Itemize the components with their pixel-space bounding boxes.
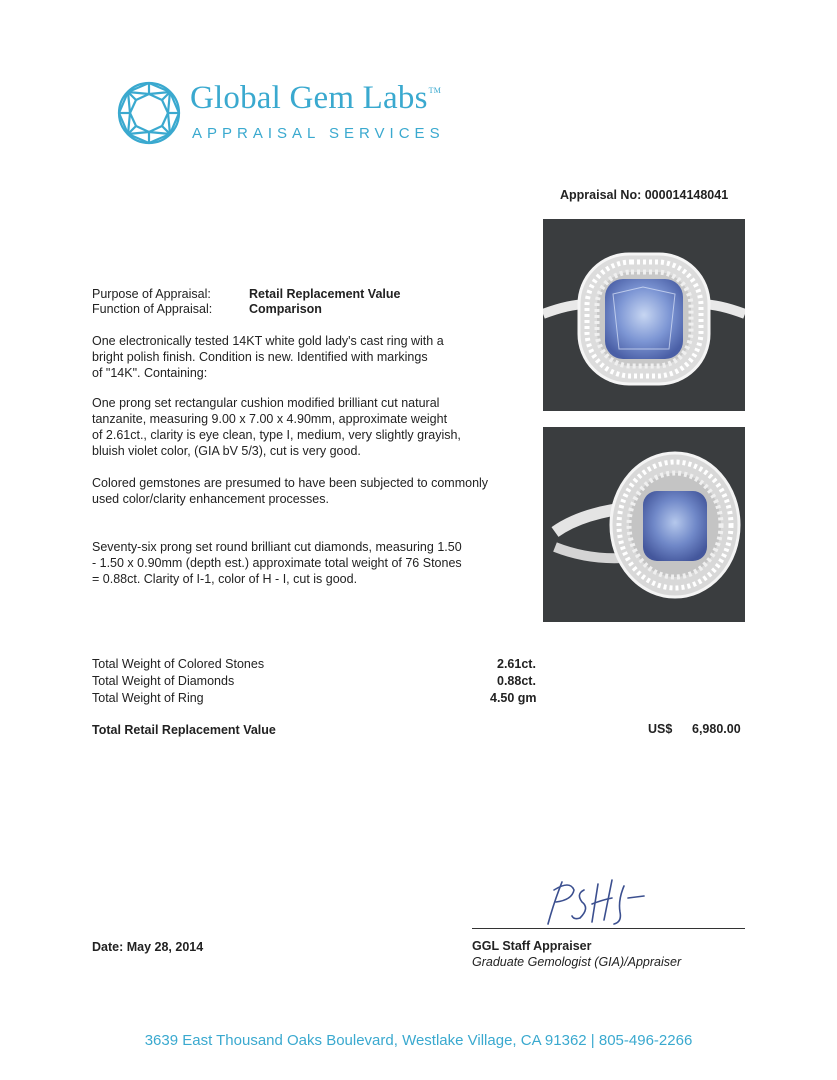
appraiser-credentials: Graduate Gemologist (GIA)/Appraiser <box>472 955 682 969</box>
company-subtitle: APPRAISAL SERVICES <box>192 125 445 142</box>
text-line: One prong set rectangular cushion modified brilliant cut natural <box>92 396 440 410</box>
retail-value-amount: 6,980.00 <box>692 722 741 736</box>
appraisal-number: Appraisal No: 000014148041 <box>560 188 729 202</box>
company-name: Global Gem Labs™ <box>190 80 442 116</box>
purpose-value: Retail Replacement Value <box>249 287 401 301</box>
diamond-outline-icon <box>116 80 182 146</box>
text-line: Seventy-six prong set round brilliant cut diamonds, measuring 1.50 <box>92 540 462 554</box>
total-colored-stones-label: Total Weight of Colored Stones <box>92 657 265 671</box>
appraiser-signature <box>540 872 650 930</box>
appraisal-date: Date: May 28, 2014 <box>92 940 204 954</box>
function-label: Function of Appraisal: <box>92 302 213 316</box>
appraiser-title: GGL Staff Appraiser <box>472 939 592 953</box>
total-ring-weight-value: 4.50 gm <box>490 691 537 705</box>
total-diamonds-value: 0.88ct. <box>497 674 536 688</box>
total-ring-weight-label: Total Weight of Ring <box>92 691 204 705</box>
text-line: = 0.88ct. Clarity of I-1, color of H - I, cut is good. <box>92 572 358 586</box>
text-line: bluish violet color, (GIA bV 5/3), cut is very good. <box>92 444 361 458</box>
text-line: tanzanite, measuring 9.00 x 7.00 x 4.90mm, approximate weight <box>92 412 448 426</box>
purpose-label: Purpose of Appraisal: <box>92 287 211 301</box>
tanzanite-description <box>92 395 532 459</box>
text-line: - 1.50 x 0.90mm (depth est.) approximate total weight of 76 Stones <box>92 556 462 570</box>
footer-address: 3639 East Thousand Oaks Boulevard, Westlake Village, CA 91362 | 805-496-2266 <box>144 1032 693 1049</box>
ring-photo-side-view <box>543 427 745 622</box>
retail-value-label: Total Retail Replacement Value <box>92 723 276 737</box>
total-colored-stones-value: 2.61ct. <box>497 657 536 671</box>
enhancement-note <box>92 475 532 507</box>
total-diamonds-label: Total Weight of Diamonds <box>92 674 235 688</box>
ring-photo-top-view <box>543 219 745 411</box>
text-line: Colored gemstones are presumed to have been subjected to commonly <box>92 476 489 490</box>
function-value: Comparison <box>249 302 322 316</box>
ring-description <box>92 333 532 381</box>
text-line: bright polish finish. Condition is new. Identified with markings <box>92 350 428 364</box>
diamonds-description <box>92 539 532 587</box>
signature-line <box>472 928 745 929</box>
retail-value-currency: US$ <box>648 722 673 736</box>
trademark-symbol: TM <box>428 86 442 95</box>
text-line: of 2.61ct., clarity is eye clean, type I, medium, very slightly grayish, <box>92 428 461 442</box>
text-line: of "14K". Containing: <box>92 366 208 380</box>
text-line: used color/clarity enhancement processes. <box>92 492 329 506</box>
text-line: One electronically tested 14KT white gold lady's cast ring with a <box>92 334 444 348</box>
